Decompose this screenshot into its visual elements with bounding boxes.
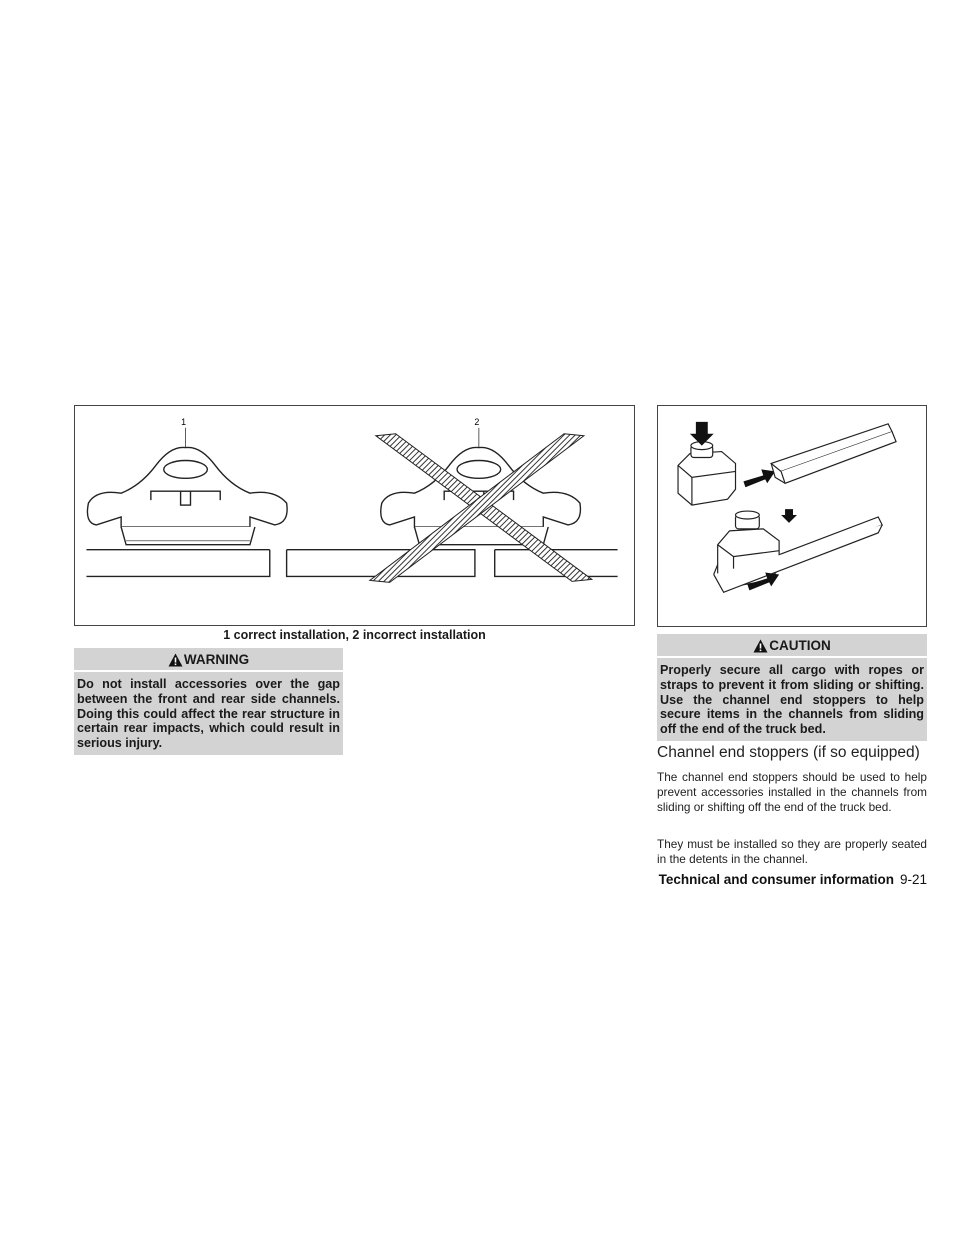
warning-icon (168, 653, 183, 667)
arrow-right-icon (743, 469, 775, 487)
installation-illustration (75, 406, 634, 625)
caution-box (657, 634, 927, 741)
section-paragraph-2: They must be installed so they are properly seated in the detents in the channel. (657, 837, 927, 866)
channel-stopper-illustration (658, 406, 926, 626)
arrow-down-icon (690, 422, 714, 446)
channel-upper (771, 424, 896, 483)
warning-title: WARNING (183, 652, 250, 667)
figure-caption: 1 correct installation, 2 incorrect installation (223, 628, 486, 642)
caution-title: CAUTION (769, 638, 831, 653)
section-paragraph-1: The channel end stoppers should be used to help prevent accessories installed in the channels from sliding or shifting off the end of the truck bed. (657, 770, 927, 814)
caution-text: Properly secure all cargo with ropes or straps to prevent it from sliding or shifting. Use the channel end stoppers to help secure items in the channels from sliding off the end of the truck bed. (660, 663, 924, 737)
caution-header (657, 634, 927, 658)
arrow-down-small-icon (781, 509, 797, 523)
installation-figure (74, 405, 635, 626)
page-footer (635, 872, 927, 887)
section-heading: Channel end stoppers (if so equipped) (657, 744, 920, 761)
page-number: 9-21 (899, 872, 927, 887)
figure-label-1: 1 (181, 416, 187, 427)
tie-down-correct (87, 447, 287, 544)
caution-icon (753, 639, 768, 653)
channel-stopper-figure (657, 405, 927, 627)
warning-box (74, 648, 343, 755)
stopper-upper (678, 442, 735, 505)
warning-text: Do not install accessories over the gap between the front and rear side channels. Doing this could affect the rear structure in certain rear impacts, which could result in serious injury. (77, 677, 340, 751)
warning-header (74, 648, 343, 672)
footer-section-title: Technical and consumer information (658, 872, 894, 887)
figure-label-2: 2 (474, 416, 480, 427)
